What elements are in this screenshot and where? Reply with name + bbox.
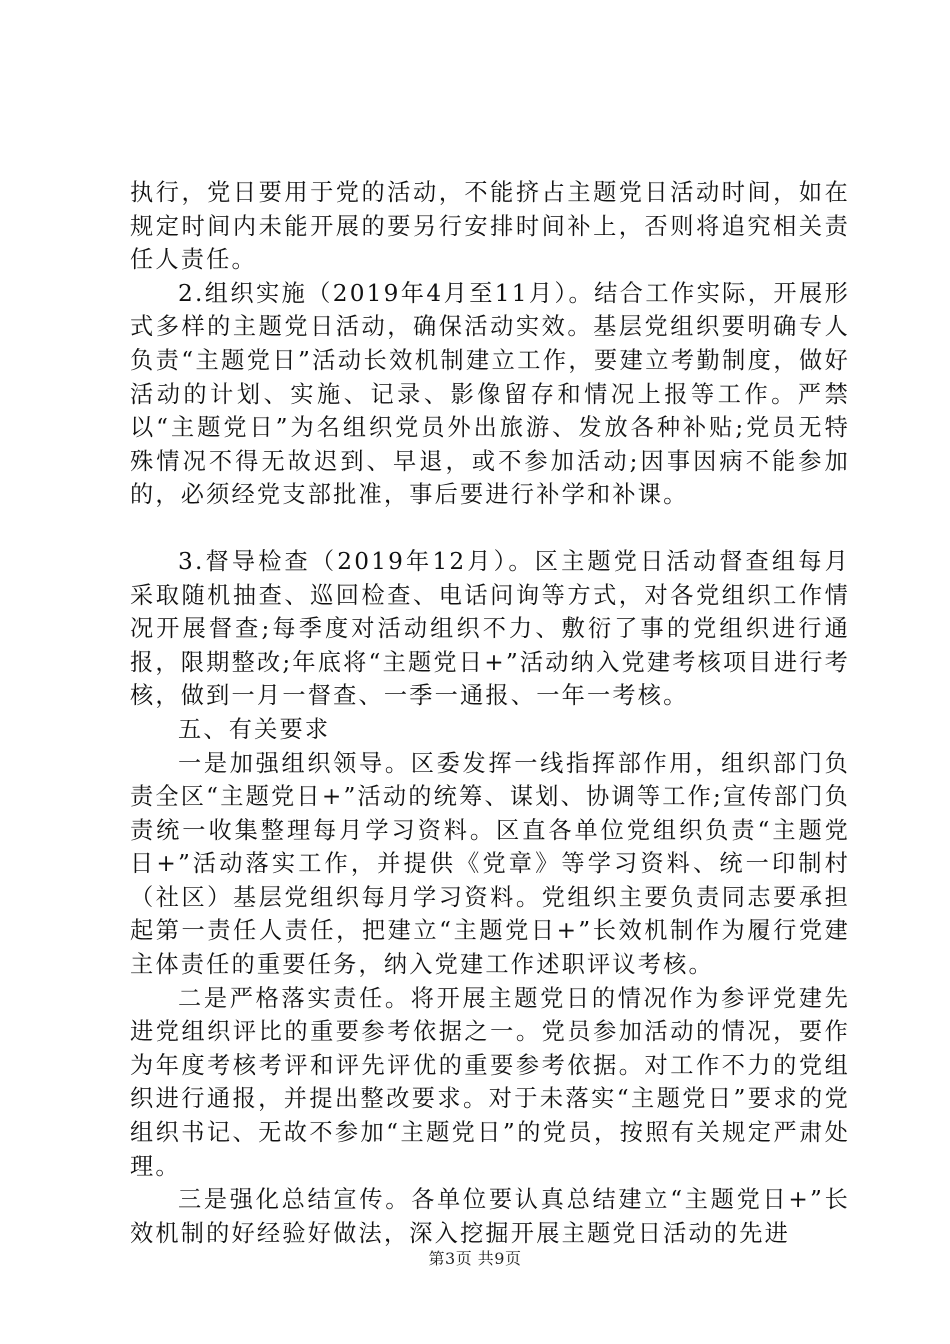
- paragraph-responsibility: 二是严格落实责任。将开展主题党日的情况作为参评党建先进党组织评比的重要参考依据之一。党员参加活动的情况，要作为年度考核考评和评先评优的重要参考依据。对工作不力的党组织进行通报，并提出整改要求。对于未落实“主题党日”要求的党组织书记、无故不参加“主题党日”的党员，按照有关规定严肃处理。: [130, 984, 850, 1180]
- paragraph-supervision: 3.督导检查（2019年12月）。区主题党日活动督查组每月采取随机抽查、巡回检查、电话问询等方式，对各党组织工作情况开展督查;每季度对活动组织不力、敷衍了事的党组织进行通报，限期整改;年底将“主题党日+”活动纳入党建考核项目进行考核，做到一月一督查、一季一通报、一年一考核。: [130, 547, 850, 710]
- paragraph-implementation: 2.组织实施（2019年4月至11月）。结合工作实际，开展形式多样的主题党日活动，确保活动实效。基层党组织要明确专人负责“主题党日”活动长效机制建立工作，要建立考勤制度，做好活动的计划、实施、记录、影像留存和情况上报等工作。严禁以“主题党日”为名组织党员外出旅游、发放各种补贴;党员无特殊情况不得无故迟到、早退，或不参加活动;因事因病不能参加的，必须经党支部批准，事后要进行补学和补课。: [130, 279, 850, 509]
- paragraph-publicity: 三是强化总结宣传。各单位要认真总结建立“主题党日+”长效机制的好经验好做法，深入挖掘开展主题党日活动的先进: [130, 1186, 850, 1247]
- paragraph-continuation: 执行，党日要用于党的活动，不能挤占主题党日活动时间，如在规定时间内未能开展的要另行安排时间补上，否则将追究相关责任人责任。: [130, 179, 850, 274]
- page-footer: 第3页 共9页: [428, 1249, 522, 1268]
- paragraph-leadership: 一是加强组织领导。区委发挥一线指挥部作用，组织部门负责全区“主题党日+”活动的统筹、谋划、协调等工作;宣传部门负责统一收集整理每月学习资料。区直各单位党组织负责“主题党日+”活动落实工作，并提供《党章》等学习资料、统一印制村（社区）基层党组织每月学习资料。党组织主要负责同志要承担起第一责任人责任，把建立“主题党日+”长效机制作为履行党建主体责任的重要任务，纳入党建工作述职评议考核。: [130, 749, 850, 979]
- document-body: [130, 176, 850, 1250]
- section-heading-requirements: 五、有关要求: [178, 715, 331, 743]
